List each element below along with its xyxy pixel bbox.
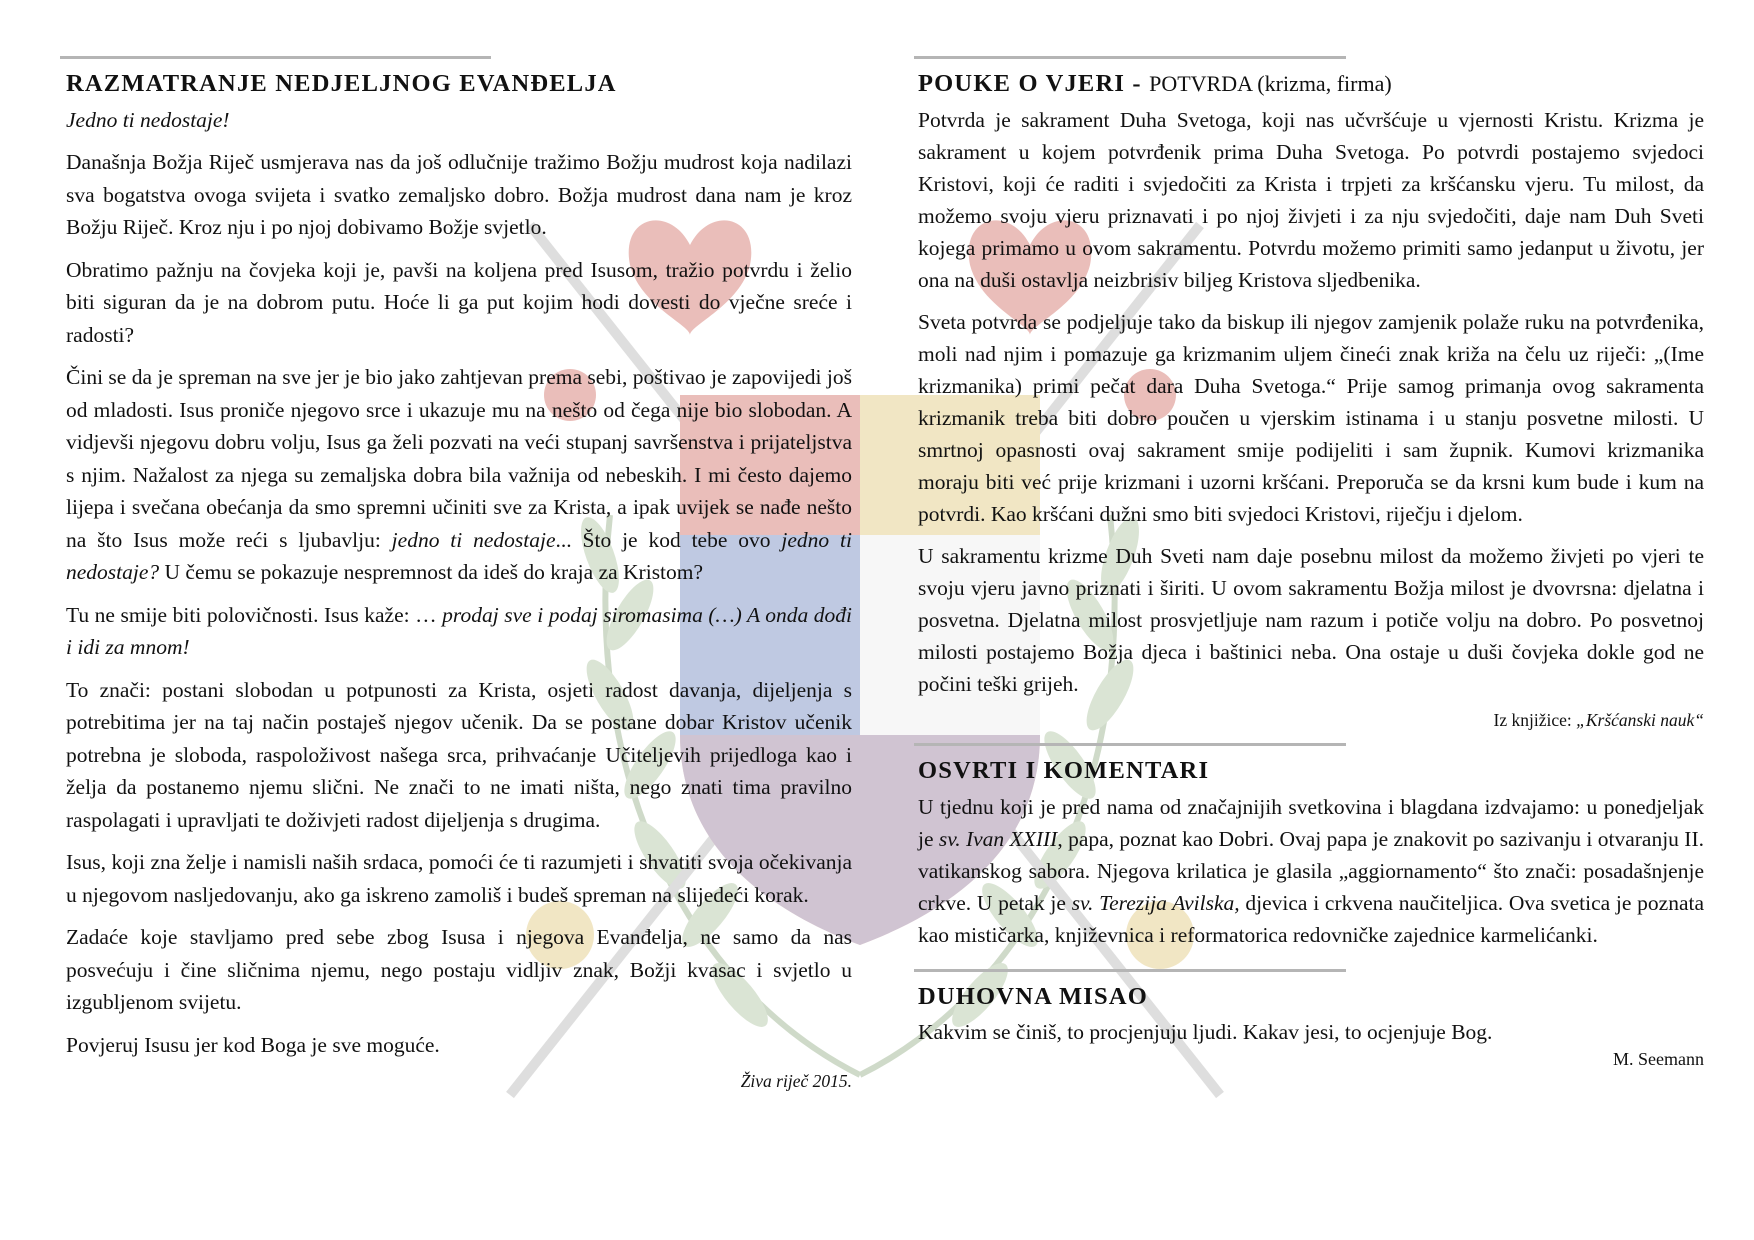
text-run: ... Što je kod tebe ovo	[555, 527, 782, 552]
paragraph	[918, 791, 1704, 951]
italic-quote: jedno ti nedostaje?	[66, 527, 852, 585]
italic-name: sv. Ivan XXIII	[938, 827, 1058, 852]
italic-name: sv. Terezija Avilska,	[1071, 891, 1240, 916]
text-run: , papa, poznat kao Dobri. Ovaj papa je znakovit po sazivanju i otvaranju II. vatikanskog sabora. Njegova krilatica je glasila „aggiornamento“ što znači: posadašnjenje crkve. U petak je	[918, 827, 1704, 916]
text-run: Tu ne smije biti polovičnosti. Isus kaže: …	[66, 602, 443, 627]
text-run: Čini se da je spreman na sve jer je bio jako zahtjevan prema sebi, poštivao je zapovijedi još od mladosti. Isus proniče njegovo srce i ukazuje mu na nešto od čega nije bio slobodan. A vidjevši njegovu dobru volju, Isus ga želi pozvati na veći stupanj savršenstva i prijateljstva s njim. Nažalost za njega su zemaljska dobra bila važnija od nebeskih. I mi često dajemo lijepa i svečana obećanja da smo spremni učiniti sve za Krista, a ipak uvijek se nađe nešto na što Isus može reći s ljubavlju:	[66, 365, 852, 552]
paragraph: U sakramentu krizme Duh Sveti nam daje posebnu milost da možemo živjeti po vjeri te svoju vjeru javno priznati i širiti. U ovom sakramentu Božja milost je dvovrsna: djelatna i posvetna. Djelatna milost prosvjetljuje nam razum i potiče volju na dobro. Po posvetnoj milosti postajemo Božja djeca i baštinici neba. Ona ostaje u duši čovjeka dokle god ne počini teški grijeh.	[918, 544, 1704, 697]
comments-heading: OSVRTI I KOMENTARI	[918, 757, 1210, 785]
spiritual-thought-heading: DUHOVNA MISAO	[918, 983, 1148, 1011]
text-run: djevica i crkvena naučiteljica. Ova svetica je poznata kao mističarka, književnica i reformatorica redovničke zajednice karmelićanki.	[918, 891, 1704, 948]
source-citation: Živa riječ 2015.	[740, 1071, 852, 1092]
gospel-reflection-subtitle: Jedno ti nedostaje!	[66, 108, 230, 133]
paragraph: Obratimo pažnju na čovjeka koji je, pavši na koljena pred Isusom, tražio potvrdu i želio biti siguran da je na dobrom putu. Hoće li ga put kojim hodi dovesti do vječne sreće i radosti?	[66, 257, 852, 347]
note-prefix: Iz knjižice:	[1493, 710, 1577, 731]
paragraph	[66, 599, 852, 664]
section-rule	[914, 969, 1346, 972]
paragraph: Današnja Božja Riječ usmjerava nas da još odlučnije tražimo Božju mudrost koja nadilazi sva bogatstva ovoga svijeta i svatko zemaljsko dobro. Božja mudrost dana nam je kroz Božju Riječ. Kroz nju i po njoj dobivamo Božje svjetlo.	[66, 150, 852, 240]
faith-lessons-heading	[918, 67, 1704, 100]
note-title: „Kršćanski nauk“	[1576, 710, 1704, 731]
paragraph: Potvrda je sakrament Duha Svetoga, koji nas učvršćuje u vjernosti Kristu. Krizma je sakrament u kojem potvrđenik prima Duha Svetoga. Po potvrdi postajemo svjedoci Kristovi, koji će raditi i svjedočiti za Krista i trpjeti za kršćansku vjeru. Tu milost, da možemo svoju vjeru priznavati i po njoj živjeti i za nju svjedočiti, daje nam Duh Sveti kojega primamo u ovom sakramentu. Potvrdu možemo primiti samo jedanput u životu, jer ona na duši ostavlja neizbrisiv biljeg Kristova sljedbenika.	[918, 108, 1704, 293]
italic-quote: prodaj sve i podaj siromasima (…) A onda dođi i idi za mnom!	[66, 602, 853, 660]
section-rule	[914, 56, 1346, 59]
paragraph: Povjeruj Isusu jer kod Boga je sve moguće.	[66, 1032, 440, 1057]
source-note	[918, 710, 1704, 731]
text-run: U tjednu koji je pred nama od značajnijih svetkovina i blagdana izdvajamo: u ponedjeljak je	[918, 795, 1704, 852]
section-rule	[914, 743, 1346, 746]
heading-separator: -	[1125, 70, 1150, 97]
section-rule	[60, 56, 491, 59]
thought-author: M. Seemann	[1613, 1049, 1704, 1070]
left-column	[66, 56, 852, 1092]
heading-subtitle: POTVRDA (krizma, firma)	[1149, 71, 1392, 96]
text-run: U čemu se pokazuje nespremnost da ideš do kraja za Kristom?	[159, 560, 704, 585]
spiritual-thought-text: Kakvim se činiš, to procjenjuju ljudi. Kakav jesi, to ocjenjuje Bog.	[918, 1020, 1493, 1045]
heading-text: POUKE O VJERI	[918, 70, 1126, 97]
paragraph: Sveta potvrda se podjeljuje tako da biskup ili njegov zamjenik polaže ruku na potvrđenika, moli nad njim i pomazuje ga krizmanim uljem čineći znak križa na čelu uz riječi: „(Ime krizmanika) primi pečat dara Duha Svetoga.“ Prije samog primanja ovog sakramenta krizmanik treba biti dobro poučen u vjerskim istinama i u stanju posvetne milosti. U smrtnoj opasnosti ovaj sakrament smije podijeliti i sam župnik. Kumovi krizmanika moraju biti već prije krizmani i uzorni kršćani. Preporuča se da krsni kum bude i kum na potvrdi. Kao kršćani dužni smo biti svjedoci Kristovi, riječju i djelom.	[918, 310, 1704, 527]
right-column	[918, 56, 1704, 1070]
gospel-reflection-heading: RAZMATRANJE NEDJELJNOG EVANĐELJA	[66, 70, 617, 97]
paragraph: Zadaće koje stavljamo pred sebe zbog Isusa i njegova Evanđelja, ne samo da nas posvećuju i čine sličnima njemu, nego postaju vidljiv znak, Božji kvasac i svjetlo u izgubljenom svijetu.	[66, 925, 852, 1015]
italic-quote: jedno ti nedostaje	[391, 527, 556, 552]
paragraph: Isus, koji zna želje i namisli naših srdaca, pomoći će ti razumjeti i shvatiti svoja očekivanja u njegovom nasljedovanju, ako ga iskreno zamoliš i budeš spreman na slijedeći korak.	[66, 850, 852, 907]
paragraph	[66, 361, 852, 589]
paragraph: To znači: postani slobodan u potpunosti za Krista, osjeti radost davanja, dijeljenja s potrebitima jer na taj način postaješ njegov učenik. Da se postane dobar Kristov učenik potrebna je sloboda, raspoloživost našega srca, prihvaćanje Učiteljevih prijedloga kao i želja da postanemo njemu slični. Ne znači to ne imati ništa, nego znati tima pravilno raspolagati i upravljati te doživjeti radost dijeljenja s drugima.	[66, 677, 852, 832]
